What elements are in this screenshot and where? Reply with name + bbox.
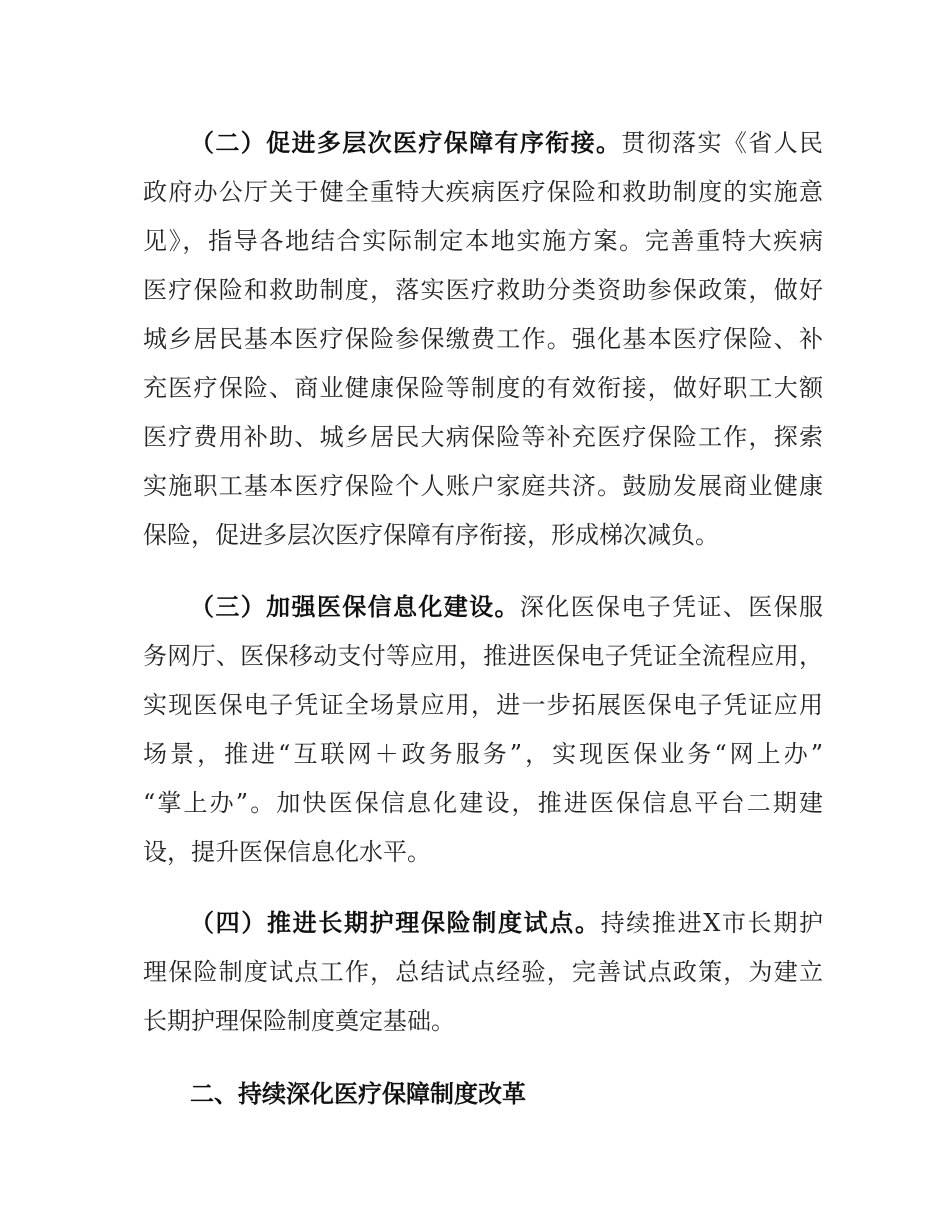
paragraph-line: 场景，推进“互联网＋政务服务”，实现医保业务“网上办”	[143, 740, 823, 768]
section-title: （二）促进多层次医疗保障有序衔接。	[190, 129, 622, 157]
paragraph-line: 实施职工基本医疗保险个人账户家庭共济。鼓励发展商业健康	[143, 472, 823, 500]
paragraph-line: （三）加强医保信息化建设。深化医保电子凭证、医保服	[190, 593, 823, 621]
paragraph-line: 长期护理保险制度奠定基础。	[143, 1007, 455, 1035]
paragraph-line: 设，提升医保信息化水平。	[143, 838, 431, 866]
paragraph-line: （四）推进长期护理保险制度试点。持续推进X市长期护	[190, 909, 823, 937]
paragraph-line: （二）促进多层次医疗保障有序衔接。贯彻落实《省人民	[190, 129, 823, 157]
paragraph-line: 医疗保险和救助制度，落实医疗救助分类资助参保政策，做好	[143, 276, 823, 304]
paragraph-line: 城乡居民基本医疗保险参保缴费工作。强化基本医疗保险、补	[143, 325, 823, 353]
paragraph-line: 理保险制度试点工作，总结试点经验，完善试点政策，为建立	[143, 958, 823, 986]
paragraph-line: “掌上办”。加快医保信息化建设，推进医保信息平台二期建	[143, 789, 823, 817]
paragraph-line: 务网厅、医保移动支付等应用，推进医保电子凭证全流程应用，	[143, 642, 823, 670]
paragraph-line: 保险，促进多层次医疗保障有序衔接，形成梯次减负。	[143, 521, 719, 549]
paragraph-line: 政府办公厅关于健全重特大疾病医疗保险和救助制度的实施意	[143, 178, 823, 206]
chapter-heading: 二、持续深化医疗保障制度改革	[190, 1080, 526, 1108]
section-title: （三）加强医保信息化建设。	[190, 593, 520, 621]
paragraph-line: 充医疗保险、商业健康保险等制度的有效衔接，做好职工大额	[143, 374, 823, 402]
paragraph-line: 见》，指导各地结合实际制定本地实施方案。完善重特大疾病	[143, 227, 823, 255]
paragraph-line: 医疗费用补助、城乡居民大病保险等补充医疗保险工作，探索	[143, 423, 823, 451]
section-title: （四）推进长期护理保险制度试点。	[190, 909, 601, 937]
paragraph-line: 实现医保电子凭证全场景应用，进一步拓展医保电子凭证应用	[143, 691, 823, 719]
